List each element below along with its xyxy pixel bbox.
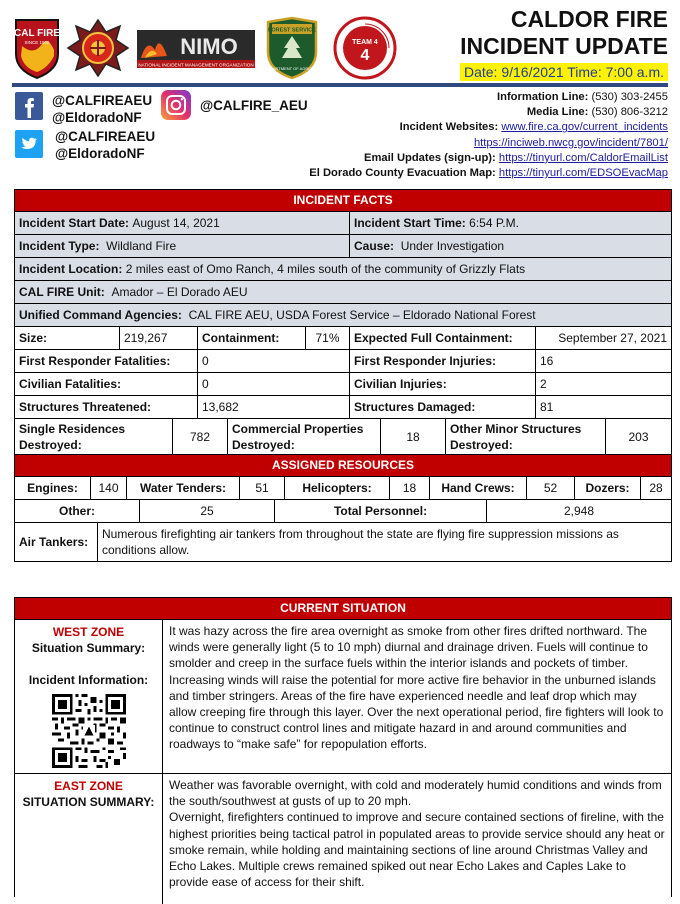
email-link[interactable]: https://tinyurl.com/CaldorEmailList bbox=[498, 151, 668, 164]
heli-value: 18 bbox=[390, 477, 430, 499]
minor-value: 203 bbox=[628, 429, 649, 444]
fr-injuries-label: First Responder Injuries: bbox=[350, 350, 536, 372]
threatened-value: 13,682 bbox=[198, 396, 350, 418]
calfire-logo bbox=[12, 16, 62, 80]
twitter-handles[interactable] bbox=[55, 128, 155, 162]
facts-row-fr bbox=[15, 350, 671, 373]
start-date-cell bbox=[15, 212, 350, 234]
engines-label: Engines: bbox=[15, 477, 91, 499]
fr-fatal-label: First Responder Fatalities: bbox=[15, 350, 198, 372]
unit-value: Amador – El Dorado AEU bbox=[111, 285, 248, 299]
start-time-label: Incident Start Time: bbox=[354, 216, 466, 230]
website-link-2[interactable]: https://inciweb.nwcg.gov/incident/7801/ bbox=[473, 136, 668, 149]
facts-row-unit bbox=[15, 281, 671, 304]
twitter-handle-2[interactable]: @EldoradoNF bbox=[55, 146, 145, 161]
unit-cell bbox=[15, 281, 671, 303]
start-date-value: August 14, 2021 bbox=[132, 216, 220, 230]
type-value: Wildland Fire bbox=[106, 239, 177, 253]
forest-service-logo bbox=[256, 16, 328, 80]
svg-text:FOREST SERVICE: FOREST SERVICE bbox=[268, 27, 316, 34]
other-value: 25 bbox=[140, 500, 275, 522]
unified-cell bbox=[15, 304, 671, 326]
other-label: Other: bbox=[15, 500, 140, 522]
title-line-1: CALDOR FIRE bbox=[510, 6, 668, 32]
commercial-label: Commercial Properties Destroyed: bbox=[228, 419, 381, 454]
info-line-label: Information Line: bbox=[497, 91, 589, 103]
east-situation-paragraph-2: Overnight, firefighters continued to improve and secure contained sections of fireline, with the highest priorities being tactical patrol in populated areas to provide service should any heat or smoke remain, while holding and maintaining sections of line around Christmas Valley and Echo Lakes. Multiple crews remained spiked out near Echo Lakes and Caples Lake to provide ease of access for their shift. bbox=[169, 810, 665, 890]
facts-row-size bbox=[15, 327, 671, 350]
west-zone-label: WEST ZONE bbox=[52, 625, 125, 639]
facts-row-start bbox=[15, 212, 671, 235]
water-value: 51 bbox=[240, 477, 285, 499]
water-label: Water Tenders: bbox=[127, 477, 240, 499]
header-divider bbox=[12, 83, 668, 87]
start-date-label: Incident Start Date: bbox=[19, 216, 130, 230]
personnel-value: 2,948 bbox=[563, 504, 595, 518]
single-res-label: Single Residences Destroyed: bbox=[15, 419, 173, 454]
engines-value: 140 bbox=[91, 477, 127, 499]
incident-info-label: Incident Information: bbox=[28, 673, 149, 687]
date-time: Date: 9/16/2021 Time: 7:00 a.m. bbox=[460, 63, 668, 81]
facts-row-type bbox=[15, 235, 671, 258]
facts-row-location bbox=[15, 258, 671, 281]
containment-label: Containment: bbox=[198, 327, 306, 349]
unified-label: Unified Command Agencies: bbox=[19, 308, 182, 322]
qr-code[interactable] bbox=[52, 694, 126, 768]
facebook-icon[interactable] bbox=[15, 92, 43, 120]
civ-fatal-label: Civilian Fatalities: bbox=[15, 373, 198, 395]
facebook-handles[interactable] bbox=[52, 92, 152, 126]
heli-label: Helicopters: bbox=[285, 477, 390, 499]
minor-label: Other Minor Structures Destroyed: bbox=[446, 419, 606, 454]
expected-label: Expected Full Containment: bbox=[350, 327, 536, 349]
fr-fatal-value: 0 bbox=[198, 350, 350, 372]
website-link-1[interactable]: www.fire.ca.gov/current_incidents bbox=[501, 121, 668, 134]
svg-text:CAL FIRE: CAL FIRE bbox=[14, 28, 60, 39]
civ-injuries-value: 2 bbox=[540, 377, 547, 391]
size-label: Size: bbox=[15, 327, 120, 349]
facts-row-unified bbox=[15, 304, 671, 327]
svg-text:NATIONAL INCIDENT MANAGEMENT O: NATIONAL INCIDENT MANAGEMENT ORGANIZATION bbox=[138, 62, 254, 68]
west-summary-label: Situation Summary: bbox=[31, 641, 146, 655]
east-zone-label: EAST ZONE bbox=[54, 779, 123, 793]
start-time-cell bbox=[350, 212, 671, 234]
type-cell bbox=[15, 235, 350, 257]
svg-text:TEAM 4: TEAM 4 bbox=[352, 39, 378, 46]
facebook-handle-1[interactable]: @CALFIREAEU bbox=[52, 93, 153, 108]
cause-cell bbox=[350, 235, 671, 257]
svg-text:4: 4 bbox=[360, 47, 370, 64]
twitter-handle-1[interactable]: @CALFIREAEU bbox=[55, 129, 156, 144]
east-summary-label: SITUATION SUMMARY: bbox=[22, 795, 155, 809]
title-line-2: INCIDENT UPDATE bbox=[460, 33, 668, 59]
incident-facts-table bbox=[14, 189, 672, 562]
type-label: Incident Type: bbox=[19, 239, 100, 253]
east-zone-row bbox=[15, 774, 671, 904]
east-situation-paragraph-1: Weather was favorable overnight, with cold and moderately humid conditions and winds from the south/southwest at gusts of up to 20 mph. bbox=[169, 778, 662, 809]
info-line-number: (530) 303-2455 bbox=[591, 91, 668, 103]
evac-map-label: El Dorado County Evacuation Map: bbox=[309, 167, 496, 180]
resources-row-2 bbox=[15, 500, 671, 523]
media-line-label: Media Line: bbox=[526, 106, 589, 119]
east-situation-text bbox=[163, 774, 671, 904]
cause-value: Under Investigation bbox=[400, 239, 505, 253]
single-res-value: 782 bbox=[173, 419, 228, 454]
west-zone-cell bbox=[15, 620, 163, 773]
resources-row-air bbox=[15, 523, 671, 561]
civ-injuries-label: Civilian Injuries: bbox=[350, 373, 536, 395]
current-situation-table bbox=[14, 597, 672, 897]
email-label: Email Updates (sign-up): bbox=[363, 151, 496, 164]
svg-text:U.S. DEPARTMENT OF AGRICULTURE: U.S. DEPARTMENT OF AGRICULTURE bbox=[256, 66, 328, 71]
instagram-icon[interactable] bbox=[161, 90, 191, 120]
evac-map-link[interactable]: https://tinyurl.com/EDSOEvacMap bbox=[498, 167, 668, 180]
fire-department-badge bbox=[66, 18, 130, 78]
team4-logo bbox=[332, 16, 398, 80]
svg-text:SINCE 1905: SINCE 1905 bbox=[24, 40, 50, 45]
east-zone-cell bbox=[15, 774, 163, 904]
location-cell bbox=[15, 258, 671, 280]
damaged-value: 81 bbox=[540, 400, 554, 414]
facts-row-destroyed bbox=[15, 419, 671, 455]
resources-row-1 bbox=[15, 477, 671, 500]
svg-text:NIMO: NIMO bbox=[180, 34, 238, 59]
civ-fatal-value: 0 bbox=[198, 373, 350, 395]
cause-label: Cause: bbox=[354, 239, 395, 253]
personnel-label: Total Personnel: bbox=[275, 500, 487, 522]
title-block bbox=[460, 6, 668, 82]
air-value: Numerous firefighting air tankers from throughout the state are flying fire suppression missions as conditions allow. bbox=[102, 527, 619, 557]
start-time-value: 6:54 P.M. bbox=[469, 216, 519, 230]
location-label: Incident Location: bbox=[19, 262, 123, 276]
commercial-value: 18 bbox=[381, 419, 446, 454]
west-zone-row bbox=[15, 620, 671, 774]
unified-value: CAL FIRE AEU, USDA Forest Service – Eldorado National Forest bbox=[188, 308, 536, 322]
location-value: 2 miles east of Omo Ranch, 4 miles south of the community of Grizzly Flats bbox=[125, 262, 526, 276]
containment-value: 71% bbox=[306, 327, 350, 349]
facts-row-structures bbox=[15, 396, 671, 419]
damaged-label: Structures Damaged: bbox=[350, 396, 536, 418]
assigned-resources-heading: ASSIGNED RESOURCES bbox=[15, 455, 671, 477]
facts-row-civ bbox=[15, 373, 671, 396]
contact-info bbox=[309, 90, 668, 181]
expected-value: September 27, 2021 bbox=[558, 331, 667, 345]
crews-label: Hand Crews: bbox=[430, 477, 527, 499]
dozers-label: Dozers: bbox=[575, 477, 641, 499]
size-value: 219,267 bbox=[120, 327, 198, 349]
media-line-number: (530) 806-3212 bbox=[591, 106, 668, 119]
air-label: Air Tankers: bbox=[15, 523, 98, 561]
threatened-label: Structures Threatened: bbox=[15, 396, 198, 418]
fr-injuries-value: 16 bbox=[540, 354, 554, 368]
unit-label: CAL FIRE Unit: bbox=[19, 285, 105, 299]
crews-value: 52 bbox=[527, 477, 575, 499]
dozers-value: 28 bbox=[649, 481, 663, 495]
instagram-handle[interactable]: @CALFIRE_AEU bbox=[200, 98, 308, 113]
nimo-logo bbox=[137, 30, 255, 68]
twitter-icon[interactable] bbox=[15, 130, 43, 158]
websites-label: Incident Websites: bbox=[399, 121, 499, 134]
facebook-handle-2[interactable]: @EldoradoNF bbox=[52, 110, 142, 125]
west-situation-text: It was hazy across the fire area overnight as smoke from other fires drifted northward. The winds were generally light (5 to 10 mph) diurnal and drainage driven. Fuels will continue to smolder and creep in the surface fuels within the interior islands and pockets of timber. Increasing winds will raise the potential for more active fire behavior in the unburned islands and timber stringers. Areas of the fire have experienced needle and leaf drop which may allow creeping fire through this layer. Over the next operational period, fire fighters will look to continue to construct control lines and mitigate hazard in and around communities and roadways to “make safe” for repopulation efforts. bbox=[169, 624, 664, 752]
current-situation-heading: CURRENT SITUATION bbox=[15, 598, 671, 620]
incident-facts-heading: INCIDENT FACTS bbox=[15, 190, 671, 212]
